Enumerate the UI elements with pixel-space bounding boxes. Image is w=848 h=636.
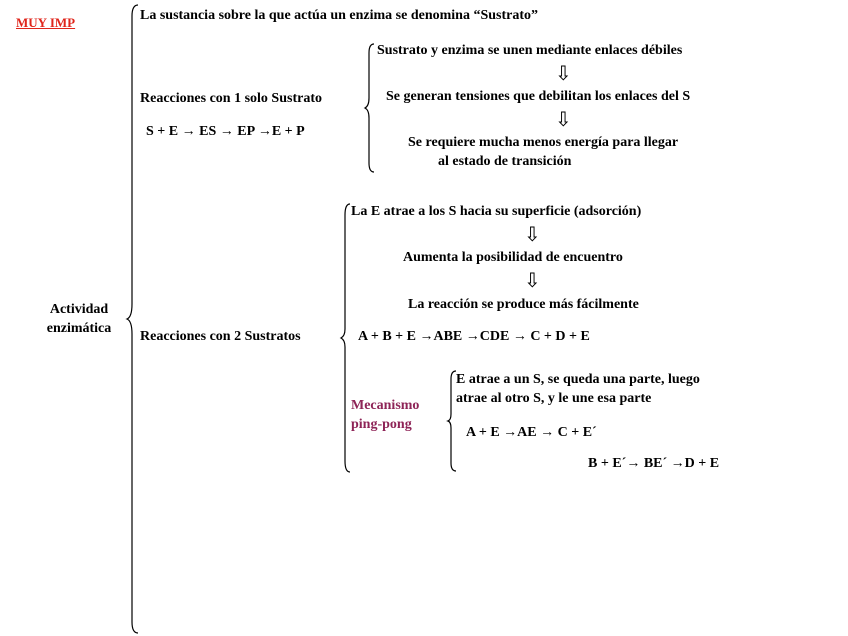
one-substrate-step-3: Se requiere mucha menos energía para llegar <box>408 135 679 150</box>
one-substrate-step-2: Se generan tensiones que debilitan los enlaces del S <box>386 89 691 104</box>
main-topic-line-2: enzimática <box>46 321 112 336</box>
ping-pong-description-line-2: atrae al otro S, y le une esa parte <box>456 391 652 406</box>
one-substrate-step-4: al estado de transición <box>438 154 572 169</box>
definition-text: La sustancia sobre la que actúa un enzima se denomina “Sustrato” <box>140 8 539 23</box>
main-topic-line-1: Actividad <box>49 302 109 317</box>
one-substrate-label: Reacciones con 1 solo Sustrato <box>140 91 322 106</box>
ping-pong-label-line-2: ping-pong <box>351 417 412 432</box>
important-note-label: MUY IMP <box>16 15 76 30</box>
two-substrates-equation: A + B + E →ABE →CDE → C + D + E <box>358 329 590 344</box>
down-arrow-icon: ⇩ <box>555 107 572 131</box>
two-substrates-step-2: Aumenta la posibilidad de encuentro <box>403 250 623 265</box>
one-substrate-step-1: Sustrato y enzima se unen mediante enlaces débiles <box>377 43 683 58</box>
down-arrow-icon: ⇩ <box>524 222 541 246</box>
two-substrates-label: Reacciones con 2 Sustratos <box>140 329 301 344</box>
main-brace-icon <box>126 4 140 634</box>
ping-pong-equation-2: B + E´→ BE´ →D + E <box>588 456 720 471</box>
down-arrow-icon: ⇩ <box>524 268 541 292</box>
ping-pong-label-line-1: Mecanismo <box>351 398 420 413</box>
ping-pong-description-line-1: E atrae a un S, se queda una parte, luego <box>456 372 700 387</box>
one-substrate-brace-icon <box>364 43 376 173</box>
ping-pong-equation-1: A + E →AE → C + E´ <box>466 425 597 440</box>
two-substrates-step-3: La reacción se produce más fácilmente <box>408 297 639 312</box>
two-substrates-step-1: La E atrae a los S hacia su superficie (adsorción) <box>351 204 642 219</box>
down-arrow-icon: ⇩ <box>555 61 572 85</box>
one-substrate-equation: S + E → ES → EP →E + P <box>146 124 305 139</box>
